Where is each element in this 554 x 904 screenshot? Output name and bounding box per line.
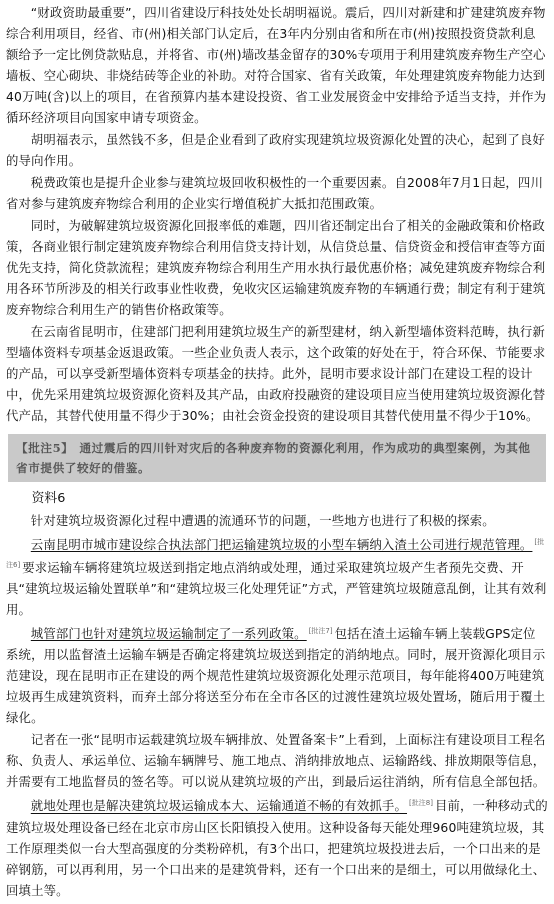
underlined-text: 云南昆明市城市建设综合执法部门把运输建筑垃圾的小型车辆纳入渣土公司进行规范管理。 — [30, 537, 533, 553]
paragraph-financial-aid: “财政资助最重要”，四川省建设厅科技处处长胡明福说。震后，四川对新建和扩建建筑废弃物综合利用项目，经省、市(州)相关部门认定后，在3年内分别由省和所在市(州)按照投资贷款利息额给予一定比例贷款贴息，并将省、市(州)墙改基金留存的30%专项用于利用建筑废弃物生产空心墙板、空心砌块、非烧结砖等企业的补助。对符合国家、省有关政策，年处理建筑废弃物能力达到40万吨(含)以上的项目，在省预算内基本建设投资、省工业发展资金中安排给予适当支持，并作为循环经济项目向国家申请专项资金。 — [6, 5, 547, 125]
paragraph-body: 目前，一种移动式的建筑垃圾处理设备已经在北京市房山区长阳镇投入使用。这种设备每天能处理960吨建筑垃圾，其工作原理类似一台大型高强度的分类粉碎机，有3个出口，把建筑垃圾投进去后，一个口出来的是碎钢筋，可以再利用，另一个口出来的是建筑骨料，还有一个口出来的是细土，可以用做绿化土、回填土等。 — [6, 798, 548, 898]
underlined-text: 城管部门也针对建筑垃圾运输制定了一系列政策。 — [30, 626, 307, 642]
paragraph-tax-policy: 税费政策也是提升企业参与建筑垃圾回收积极性的一个重要因素。自2008年7月1日起，四川省对参与建筑废弃物综合利用的企业实行增值税扩大抵扣范围政策。 — [6, 175, 543, 211]
annotation-tag: 【批注5】 — [16, 441, 74, 455]
paragraph-kunming-materials: 在云南省昆明市，住建部门把利用建筑垃圾生产的新型建材，纳入新型墙体资料范畴，执行新型墙体资料专项基金返退政策。一些企业负责人表示，这个政策的好处在于，符合环保、节能要求的产品，可以享受新型墙体资料专项基金的扶持。此外，昆明市要求设计部门在建设工程的设计中，优先采用建筑垃圾资源化资料及其产品，由政府投融资的建设项目应当使用建筑垃圾资源化替代产品，其替代使用量不得少于30%；由社会资金投资的建设项目其替代使用量不得少于10%。 — [6, 324, 546, 423]
annotation-marker: [批注8] — [409, 799, 433, 808]
paragraph-body: 要求运输车辆将建筑垃圾送到指定地点消纳或处理，通过采取建筑垃圾产生者预先交费、开具“建筑垃圾运输处置联单”和“建筑垃圾三化处理凭证”方式，严管建筑垃圾随意乱倒，让其有效利用。 — [6, 560, 547, 618]
paragraph-finance-price-policy: 同时，为破解建筑垃圾资源化回报率低的难题，四川省还制定出台了相关的金融政策和价格政策，各商业银行制定建筑废弃物综合利用信贷支持计划，从信贷总量、信贷资金和授信审查等方面优先支持，简化贷款流程；建筑废弃物综合利用生产用水执行最优惠价格；减免建筑废弃物综合利用各环节所涉及的相关行政事业性收费，免收灾区运输建筑废弃物的车辆通行费；制定有利于建筑废弃物综合利用生产的销售价格政策等。 — [6, 218, 546, 317]
annotation-text: 通过震后的四川针对灾后的各种废弃物的资源化利用，作为成功的典型案例，为其他省市提供了较好的借鉴。 — [16, 441, 531, 475]
paragraph-filing-card: 记者在一张“昆明市运载建筑垃圾车辆排放、处置备案卡”上看到，上面标注有建设项目工程名称、负责人、承运单位、运输车辆牌号、施工地点、消纳排放地点、运输路线、排放期限等信息，并需要有工地监督员的签名等。可以说从建筑垃圾的产出，到最后运往消纳，所有信息全部包括。 — [6, 732, 546, 790]
paragraph-circulation-intro: 针对建筑垃圾资源化过程中遭遇的流通环节的问题，一些地方也进行了积极的探索。 — [30, 513, 495, 528]
paragraph-urban-management — [6, 621, 548, 728]
annotation-marker: [批注7] — [308, 627, 333, 636]
annotation-marker: [批注6] — [6, 538, 545, 570]
annotation-box-5 — [8, 434, 546, 482]
underlined-text: 就地处理也是解决建筑垃圾运输成本大、运输通道不畅的有效抓手。 — [30, 798, 408, 814]
paragraph-onsite-processing — [6, 793, 548, 900]
paragraph-kunming-enforcement — [6, 532, 548, 620]
paragraph-guidance: 胡明福表示，虽然钱不多，但是企业看到了政府实现建筑垃圾资源化处置的决心，起到了良好的导向作用。 — [6, 132, 545, 168]
paragraph-body: 包括在渣土运输车辆上装载GPS定位系统，用以监督渣土运输车辆是否确定将建筑垃圾送到指定的消纳地点。同时，展开资源化项目示范建设，现在昆明市正在建设的两个规范性建筑垃圾资源化处理示范项目，每年能将400万吨建筑垃圾再生成建筑资料，而弃土部分将送至分布在全市各区的过渡性建筑垃圾处置场，随后用于覆土绿化。 — [6, 626, 546, 726]
section-heading: 资料6 — [31, 491, 66, 506]
